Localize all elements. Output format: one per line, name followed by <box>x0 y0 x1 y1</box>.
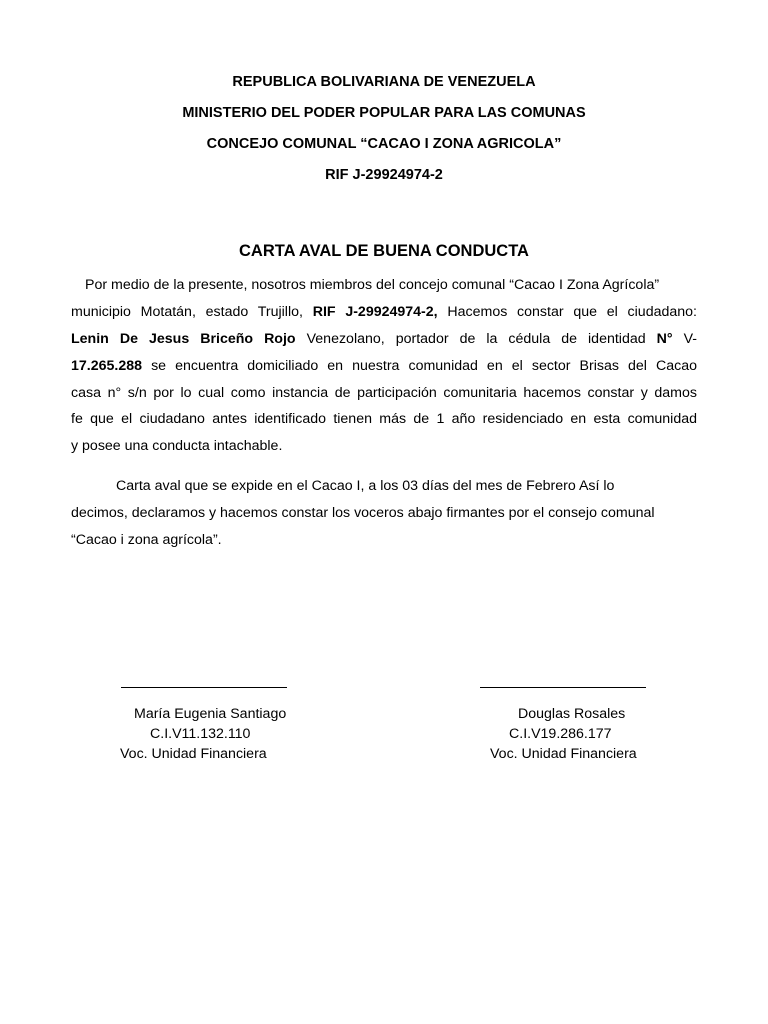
id-prefix: V- <box>683 331 697 347</box>
signature-line-right <box>480 687 646 688</box>
citizen-nationality: Venezolano, portador de la cédula de identidad <box>306 331 646 347</box>
paragraph1-line5: casa n° s/n por lo cual como instancia de participación comunitaria hacemos constar y damos <box>71 385 697 401</box>
paragraph1-rif: RIF J-29924974-2, <box>312 304 438 320</box>
letter-title: CARTA AVAL DE BUENA CONDUCTA <box>239 242 529 260</box>
signer2-name: Douglas Rosales <box>518 706 626 722</box>
paragraph1-line1 <box>71 276 697 294</box>
paragraph1-line6: fe que el ciudadano antes identificado tienen más de 1 año residenciado en esta comunidad <box>71 411 697 427</box>
header-republic: REPUBLICA BOLIVARIANA DE VENEZUELA <box>232 74 536 90</box>
paragraph1-constar: Hacemos constar que el ciudadano: <box>447 304 697 320</box>
paragraph1-line7: y posee una conducta intachable. <box>71 438 283 454</box>
paragraph1-line1-text: Por medio de la presente, nosotros miembros del concejo comunal “Cacao I Zona Agrícola” <box>85 277 660 293</box>
signer1-name: María Eugenia Santiago <box>134 706 287 722</box>
paragraph2-line1-text: Carta aval que se expide en el Cacao I, a los 03 días del mes de Febrero Así lo <box>116 478 615 494</box>
paragraph1-line4 <box>71 357 697 375</box>
signer2-ci: C.I.V19.286.177 <box>509 726 612 742</box>
paragraph1-line2 <box>71 303 697 321</box>
signer2-role: Voc. Unidad Financiera <box>490 746 637 762</box>
header-ministry: MINISTERIO DEL PODER POPULAR PARA LAS COMUNAS <box>182 105 586 121</box>
signer1-role: Voc. Unidad Financiera <box>120 746 267 762</box>
header-rif: RIF J-29924974-2 <box>325 167 443 183</box>
paragraph1-line4-text: se encuentra domiciliado en nuestra comunidad en el sector Brisas del Cacao <box>151 358 697 374</box>
citizen-id: 17.265.288 <box>71 358 143 374</box>
paragraph2-line3: “Cacao i zona agrícola”. <box>71 532 222 548</box>
paragraph1-location: municipio Motatán, estado Trujillo, <box>71 304 303 320</box>
paragraph1-line3 <box>71 330 697 348</box>
signature-line-left <box>121 687 287 688</box>
header-council: CONCEJO COMUNAL “CACAO I ZONA AGRICOLA” <box>206 136 562 152</box>
paragraph2-line1 <box>71 477 697 495</box>
signer1-ci: C.I.V11.132.110 <box>150 726 251 742</box>
citizen-name: Lenin De Jesus Briceño Rojo <box>71 331 296 347</box>
id-number-symbol: N° <box>656 331 673 347</box>
paragraph2-line2: decimos, declaramos y hacemos constar los voceros abajo firmantes por el consejo comunal <box>71 505 655 521</box>
